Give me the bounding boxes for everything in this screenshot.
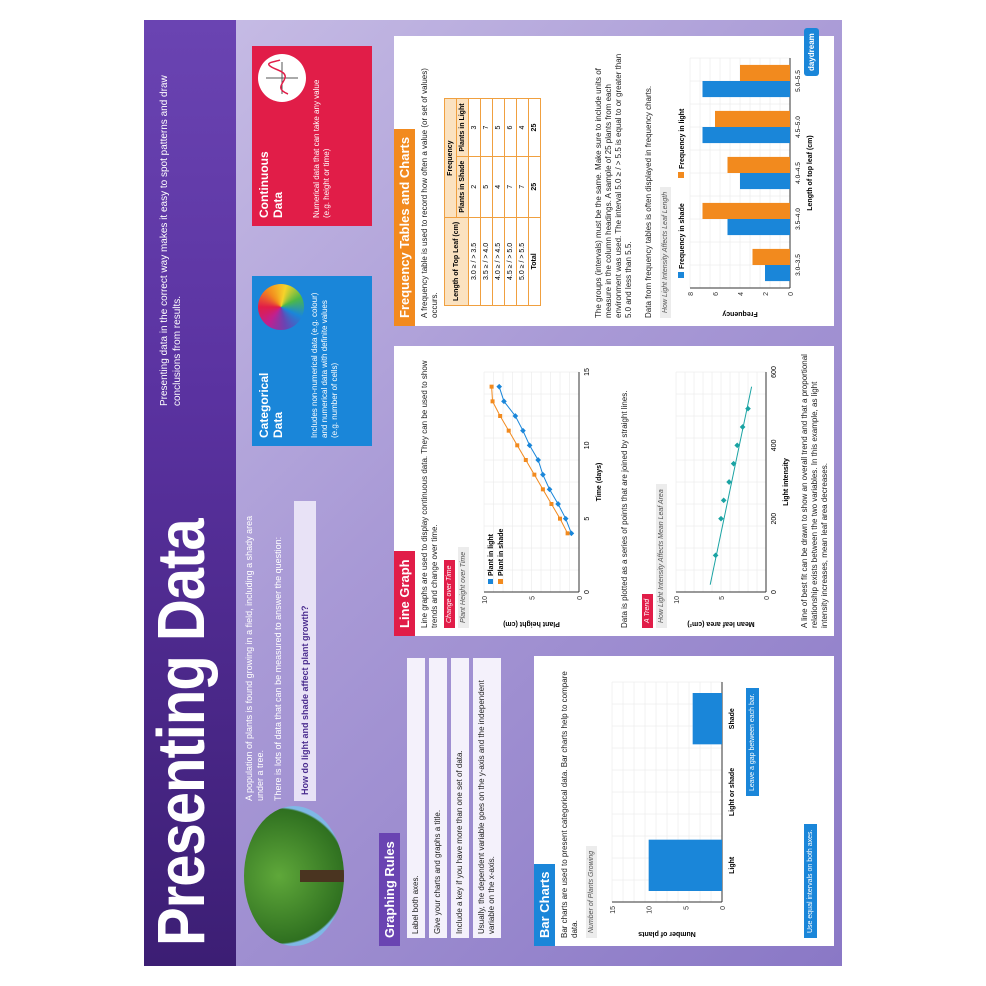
table-cell: 5.0 ≥ / > 5.5 xyxy=(517,217,529,305)
y-tick-label: 10 xyxy=(482,596,489,604)
rule-item: Usually, the dependent variable goes on the y-axis and the independent variable on the x-axis. xyxy=(473,658,501,938)
bar-chart-subtitle: Number of Plants Growing xyxy=(586,846,597,938)
table-header-row xyxy=(445,99,457,306)
y-tick-label: 0 xyxy=(788,292,795,296)
scenario-panel xyxy=(244,501,364,801)
x-tick-label: 5.0–5.5 xyxy=(795,70,802,92)
brand-logo: daydream xyxy=(804,28,819,76)
data-point xyxy=(490,385,494,389)
categorical-title-line1: Categorical xyxy=(257,372,271,438)
continuous-title-line2: Data xyxy=(270,191,285,218)
data-point xyxy=(745,406,751,412)
continuous-title-line1: Continuous xyxy=(257,151,271,218)
table-cell: 3.0 ≥ / > 3.5 xyxy=(469,217,481,305)
rule-item: Give your charts and graphs a title. xyxy=(429,658,447,938)
frequency-chart-leaf-length xyxy=(676,42,826,322)
x-tick-label: 3.5–4.0 xyxy=(795,208,802,230)
table-cell: 6 xyxy=(505,99,517,156)
data-point xyxy=(740,424,746,430)
y-tick-label: 5 xyxy=(529,596,537,600)
x-tick-label: 4.5–5.0 xyxy=(795,116,802,138)
y-tick-label: 8 xyxy=(688,292,695,296)
trend-tag: A Trend xyxy=(642,594,653,628)
scenario-paragraph-2: There is lots of data that can be measured to answer the question: xyxy=(272,536,283,801)
table-row xyxy=(481,99,493,306)
table-cell: 3 xyxy=(469,99,481,156)
frequency-text-1: A frequency table is used to record how often a value (or set of values) occurs. xyxy=(420,68,439,318)
bar xyxy=(703,203,791,219)
bar xyxy=(728,157,791,173)
table-row xyxy=(469,99,481,306)
frequency-text-2: The groups (intervals) must be the same. Make sure to include units of measure in the column headings. A sample of 25 plants from each environment was used. The interval 5.0 ≥ / > 5.5 is equal to or greater than 5.0 and less than 5.5. xyxy=(594,53,633,318)
x-tick-label: Light or shade xyxy=(729,767,736,817)
bar xyxy=(715,111,790,127)
data-point xyxy=(491,399,495,403)
rule-item: Label both axes. xyxy=(407,658,425,938)
x-axis-label: Light intensity xyxy=(783,458,790,506)
data-point xyxy=(558,517,562,521)
x-tick-label: 3.0–3.5 xyxy=(795,254,802,276)
table-cell: 7 xyxy=(517,156,529,217)
bar xyxy=(693,693,722,744)
table-cell: 3.5 ≥ / > 4.0 xyxy=(481,217,493,305)
table-cell: 4 xyxy=(517,99,529,156)
x-tick-label: 0 xyxy=(771,590,778,594)
y-tick-label: 5 xyxy=(683,906,691,910)
bar xyxy=(740,173,790,189)
table-total-row xyxy=(529,99,541,306)
bar xyxy=(753,249,791,265)
table-cell: 5 xyxy=(481,156,493,217)
bar xyxy=(728,219,791,235)
page-title: Presenting Data xyxy=(144,519,219,946)
data-point xyxy=(498,414,502,418)
data-point xyxy=(721,498,727,504)
x-tick-label: 200 xyxy=(771,512,778,525)
x-tick-label: 600 xyxy=(771,366,778,378)
table-cell: 7 xyxy=(505,156,517,217)
x-tick-label: 15 xyxy=(584,368,591,376)
legend-label: Plant in light xyxy=(488,534,495,576)
continuous-text: Numerical data that can take any value (e.g. height or time) xyxy=(312,79,331,218)
bar xyxy=(703,127,791,143)
frequency-text-3: Data from frequency tables is often displayed in frequency charts. xyxy=(644,85,653,318)
line-graph-text-2: Data is plotted as a series of points that are joined by straight lines. xyxy=(620,390,629,628)
bar xyxy=(740,65,790,81)
frequency-panel xyxy=(394,36,834,326)
line-graph-tag: Change over Time xyxy=(444,560,455,628)
bar xyxy=(765,265,790,281)
frequency-chart-subtitle: How Light Intensity Affects Leaf Length xyxy=(660,187,671,318)
legend-label: Plant in shade xyxy=(498,528,505,576)
table-row xyxy=(505,99,517,306)
line-graph-title: Line Graph xyxy=(394,551,415,636)
title-banner xyxy=(144,20,236,966)
y-tick-label: 0 xyxy=(764,596,771,600)
data-point xyxy=(515,443,519,447)
table-cell: 5 xyxy=(493,99,505,156)
frequency-title: Frequency Tables and Charts xyxy=(394,129,415,326)
data-point xyxy=(563,516,569,522)
tree-trunk xyxy=(300,870,344,882)
callout-gap: Leave a gap between each bar. xyxy=(746,688,759,796)
legend-marker xyxy=(678,272,684,278)
trend-subtitle: How Light Intensity Affects Mean Leaf Area xyxy=(656,484,667,628)
table-cell: 4.5 ≥ / > 5.0 xyxy=(505,217,517,305)
y-tick-label: 6 xyxy=(713,292,720,296)
rules-list xyxy=(407,658,501,938)
x-tick-label: 0 xyxy=(584,590,591,594)
data-point xyxy=(713,553,719,559)
categorical-title xyxy=(258,373,286,438)
bar xyxy=(703,81,791,97)
rule-item: Include a key if you have more than one set of data. xyxy=(451,658,469,938)
table-cell: 7 xyxy=(481,99,493,156)
y-axis-label: Number of plants xyxy=(638,930,696,937)
wave-icon xyxy=(258,54,306,102)
data-point xyxy=(520,428,526,434)
line-graph-text: Line graphs are used to display continuous data. They can be used to show trends and change over time. xyxy=(420,360,439,628)
legend-marker xyxy=(498,579,503,584)
scenario-question: How do light and shade affect plant growth? xyxy=(294,501,316,801)
y-tick-label: 4 xyxy=(738,292,745,296)
col-frequency: Frequency xyxy=(445,99,457,217)
table-cell: 4.0 ≥ / > 4.5 xyxy=(493,217,505,305)
y-axis-label: Plant height (cm) xyxy=(503,620,560,627)
x-tick-label: 4.0–4.5 xyxy=(795,162,802,184)
x-tick-label: 400 xyxy=(771,439,778,452)
callout-intervals: Use equal intervals on both axes. xyxy=(804,824,817,938)
graphing-rules-panel xyxy=(379,656,519,946)
x-axis-label: Length of top leaf (cm) xyxy=(807,135,814,211)
table-cell: 25 xyxy=(529,156,541,217)
data-point xyxy=(547,487,553,493)
frequency-table xyxy=(444,98,541,306)
x-tick-label: 10 xyxy=(584,441,591,450)
x-axis-label: Time (days) xyxy=(596,462,603,502)
poster xyxy=(144,20,842,966)
data-point xyxy=(541,487,545,491)
data-point xyxy=(496,384,502,390)
x-tick-label: 5 xyxy=(584,516,591,521)
line-graph-plant-height xyxy=(474,352,614,632)
bar-charts-title: Bar Charts xyxy=(534,864,555,946)
data-point xyxy=(566,531,570,535)
table-row xyxy=(493,99,505,306)
scenario-paragraph-1: A population of plants is found growing in a field, including a shady area under a tree. xyxy=(244,515,266,801)
categorical-title-line2: Data xyxy=(270,411,285,438)
table-cell: 2 xyxy=(469,156,481,217)
categorical-card xyxy=(252,276,372,446)
line-graph-subtitle: Plant Height over Time xyxy=(458,547,469,628)
legend-marker xyxy=(488,579,493,584)
legend-label: Frequency in light xyxy=(679,108,686,169)
y-tick-label: 15 xyxy=(610,906,617,914)
scatter-leaf-area xyxy=(670,352,800,632)
line-graph-panel xyxy=(394,346,834,636)
bar-charts-panel xyxy=(534,656,834,946)
y-tick-label: 5 xyxy=(719,596,726,600)
wave-graph-icon xyxy=(258,54,306,102)
table-row xyxy=(517,99,529,306)
color-wheel-icon xyxy=(258,284,304,330)
table-cell: Total xyxy=(529,217,541,305)
data-point xyxy=(532,473,536,477)
x-tick-label: Light xyxy=(729,856,736,874)
continuous-title xyxy=(258,151,286,218)
bar xyxy=(649,840,722,891)
col-shade: Plants in Shade xyxy=(457,156,469,217)
table-cell: 25 xyxy=(529,99,541,156)
y-tick-label: 10 xyxy=(674,596,681,604)
y-tick-label: 10 xyxy=(646,906,654,914)
tree-image xyxy=(244,806,344,946)
data-point xyxy=(549,502,553,506)
legend-label: Frequency in shade xyxy=(679,203,686,269)
poster-content xyxy=(144,20,842,966)
graphing-rules-title: Graphing Rules xyxy=(379,833,400,946)
col-length: Length of Top Leaf (cm) xyxy=(445,217,469,305)
col-light: Plants in Light xyxy=(457,99,469,156)
data-point xyxy=(535,457,541,463)
continuous-card xyxy=(252,46,372,226)
x-tick-label: Shade xyxy=(729,708,736,730)
trend-text: A line of best fit can be drawn to show an overall trend and that a proportional relationship exists between the two variables. In this example, as light intensity increases, mean leaf area decreases. xyxy=(800,354,829,628)
y-axis-label: Frequency xyxy=(722,310,758,317)
data-point xyxy=(524,458,528,462)
y-axis-label: Mean leaf area (cm²) xyxy=(687,620,755,627)
y-tick-label: 0 xyxy=(720,906,727,910)
y-tick-label: 0 xyxy=(577,596,584,600)
y-tick-label: 2 xyxy=(763,292,770,296)
categorical-text: Includes non-numerical data (e.g. colour) and numerical data with definite values (e.g. number of cells) xyxy=(310,292,339,438)
table-cell: 4 xyxy=(493,156,505,217)
bar-charts-text: Bar charts are used to present categorical data. Bar charts help to compare data. xyxy=(560,671,579,938)
data-point xyxy=(507,429,511,433)
legend-marker xyxy=(678,172,684,178)
data-point xyxy=(718,516,724,522)
intro-text: Presenting data in the correct way makes it easy to spot patterns and draw conclusions from results. xyxy=(159,75,183,406)
